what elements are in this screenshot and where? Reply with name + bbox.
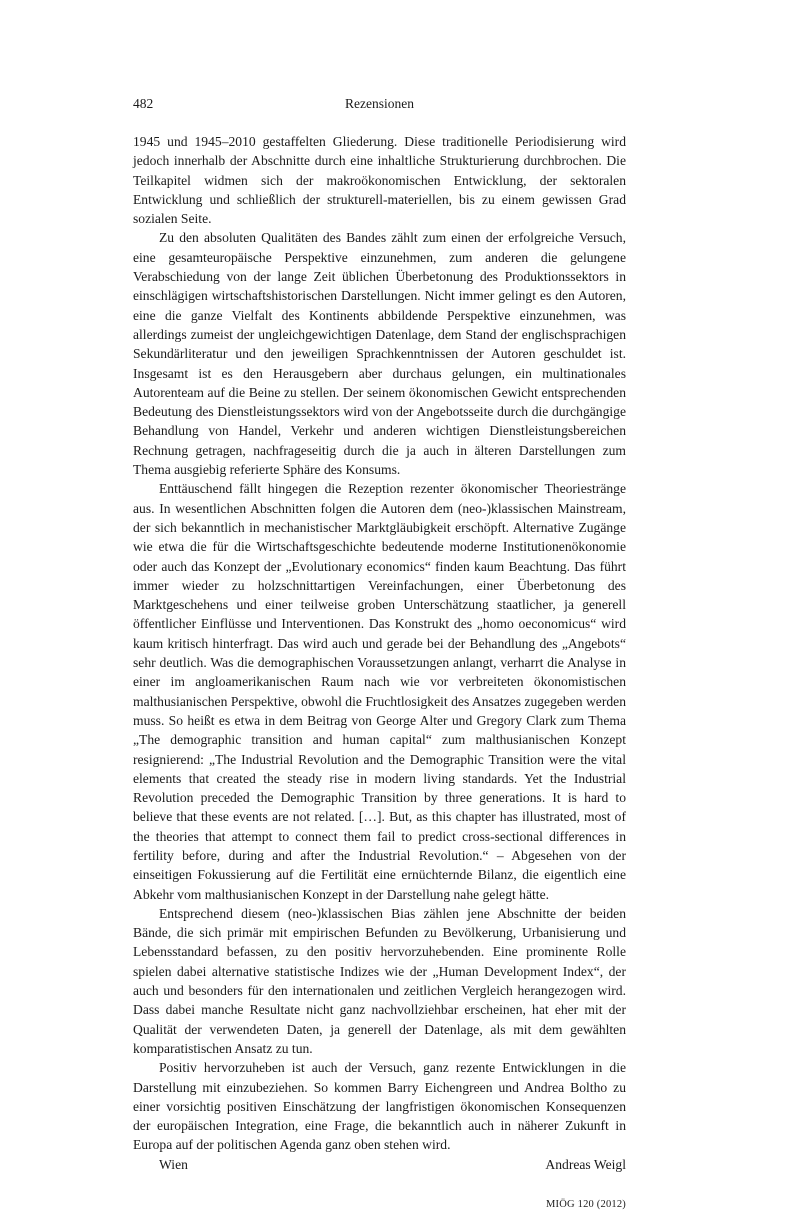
- signature: [133, 1155, 626, 1175]
- signature-place: Wien: [159, 1156, 188, 1172]
- paragraph-5: Positiv hervorzuheben ist auch der Versuch, ganz rezente Entwicklungen in die Darstellung mit einzubeziehen. So kommen Barry Eichengreen und Andrea Boltho zu einer vorsichtig positiven Einschätzung der langfristigen ökonomischen Konsequenzen der europäischen Integration, eine Frage, die bekanntlich auch in näherer Zukunft in Europa auf der politischen Agenda ganz oben stehen wird.: [133, 1060, 626, 1153]
- running-head: [133, 96, 626, 116]
- paragraph-4: Entsprechend diesem (neo-)klassischen Bias zählen jene Abschnitte der beiden Bände, die sich primär mit empirischen Befunden zu Bevölkerung, Urbanisierung und Lebensstandard befassen, zu den positiv hervorzuhebenden. Eine prominente Rolle spielen dabei alternative statistische Indizes wie der „Human Development Index“, der auch und besonders für den internationalen und zeitlichen Vergleich herangezogen wird. Dass dabei manche Resultate nicht ganz nachvollziehbar erscheinen, hat eher mit der Qualität der verwendeten Daten, ja generell der Datenlage, als mit dem gewählten komparatistischen Ansatz zu tun.: [133, 905, 626, 1056]
- journal-footer: MIÖG 120 (2012): [546, 1198, 626, 1210]
- section-title: Rezensionen: [345, 96, 414, 111]
- paragraph-2: Zu den absoluten Qualitäten des Bandes zählt zum einen der erfolgreiche Versuch, eine gesamteuropäische Perspektive einzunehmen, zum anderen die gelungene Verabschiedung von der lange Zeit üblichen Überbetonung des Produktionssektors in einschlägigen wirtschaftshistorischen Darstellungen. Nicht immer gelingt es den Autoren, eine die ganze Vielfalt des Kontinents abbildende Perspektive einzunehmen, was allerdings zumeist der ungleichgewichtigen Datenlage, dem Stand der englischsprachigen Sekundärliteratur und den jeweiligen Sprachkenntnissen der Autoren geschuldet ist. Insgesamt ist es den Herausgebern aber durchaus gelungen, ein multinationales Autorenteam auf die Beine zu stellen. Der seinem ökonomischen Gewicht entsprechenden Bedeutung des Dienstleistungssektors wird von der Angebotsseite durch die durchgängige Behandlung von Handel, Verkehr und anderen wichtigen Dienstleistungsbereichen Rechnung getragen, nachfrageseitig durch die ja auch in älteren Darstellungen zum Thema ausgiebig referierte Sphäre des Konsums.: [133, 230, 626, 478]
- signature-author: Andreas Weigl: [545, 1156, 626, 1172]
- page: [133, 96, 626, 1210]
- page-number: 482: [133, 96, 154, 111]
- paragraph-3: Enttäuschend fällt hingegen die Rezeption rezenter ökonomischer Theoriestränge aus. In wesentlichen Abschnitten folgen die Autoren dem (neo-)klassischen Mainstream, der sich bekanntlich in mechanistischer Marktgläubigkeit erschöpft. Alternative Zugänge wie etwa die für die Wirtschaftsgeschichte bedeutende moderne Institutionenökonomie oder auch das Konzept der „Evolutionary economics“ finden kaum Beachtung. Das führt immer wieder zu holzschnittartigen Vereinfachungen, einer Überbetonung des Marktgeschehens und einer teilweise groben Unterschätzung staatlicher, ja generell öffentlicher Einflüsse und Interventionen. Das Konstrukt des „homo oeconomicus“ wird kaum kritisch hinterfragt. Das wird auch und gerade bei der Behandlung des „Angebots“ sehr deutlich. Was die demographischen Voraussetzungen anlangt, verharrt die Analyse in einer im angloamerikanischen Raum nach wie vor verbreiteten ökonomistischen malthusianischen Perspektive, obwohl die Fruchtlosigkeit des Ansatzes zugegeben werden muss. So heißt es etwa in dem Beitrag von George Alter und Gregory Clark zum Thema „The demographic transition and human capital“ zum malthusianischen Konzept resignierend: „The Industrial Revolution and the Demographic Transition were the vital elements that created the steady rise in modern living standards. Yet the Industrial Revolution preceded the Demographic Transition by three generations. It is hard to believe that these events are not related. […]. But, as this chapter has illustrated, most of the theories that attempt to connect them fail to predict cross-sectional differences in fertility before, during and after the Industrial Revolution.“ – Abgesehen von der einseitigen Fokussierung auf die Fertilität eine ernüchternde Bilanz, die eigentlich eine Abkehr vom malthusianischen Konzept in der Darstellung nahe gelegt hätte.: [133, 481, 626, 902]
- review-body: [133, 132, 626, 1155]
- paragraph-1: 1945 und 1945–2010 gestaffelten Gliederung. Diese traditionelle Periodisierung wird jedoch innerhalb der Abschnitte durch eine inhaltliche Strukturierung durchbrochen. Die Teilkapitel widmen sich der makroökonomischen Entwicklung, der sektoralen Entwicklung und schließlich der strukturell-materiellen, bis zu einem gewissen Grad sozialen Seite.: [133, 134, 626, 227]
